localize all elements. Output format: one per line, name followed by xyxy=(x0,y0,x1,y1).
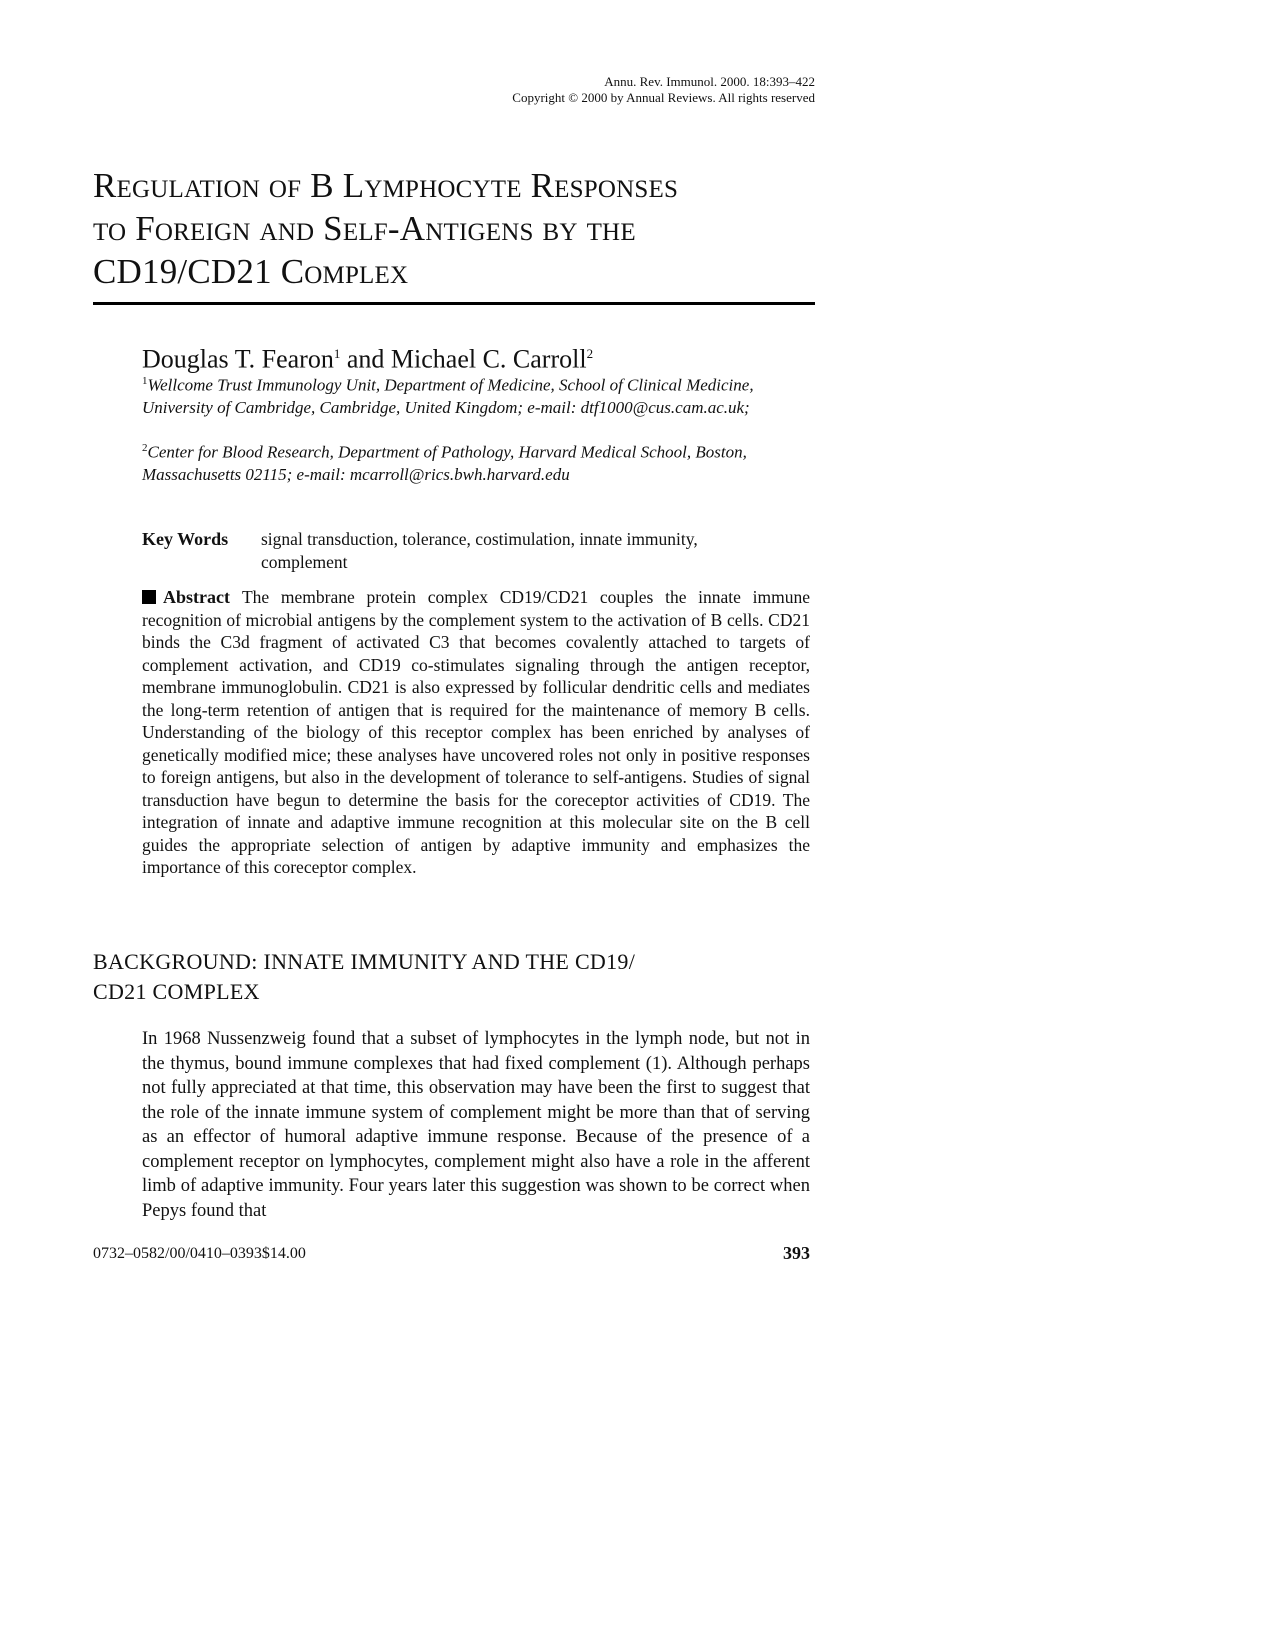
section-heading-line-1: BACKGROUND: INNATE IMMUNITY AND THE CD19/ xyxy=(93,949,636,974)
title-rule xyxy=(93,302,815,305)
author-2-name: Michael C. Carroll xyxy=(390,344,587,374)
journal-citation: Annu. Rev. Immunol. 2000. 18:393–422 xyxy=(604,74,815,89)
author-1-affiliation-mark: 1 xyxy=(333,346,341,361)
author-2-affiliation-mark: 2 xyxy=(586,346,594,361)
title-line-2: to Foreign and Self-Antigens by the xyxy=(93,209,636,248)
body-paragraph: In 1968 Nussenzweig found that a subset of lymphocytes in the lymph node, but not in the thymus, bound immune complexes that had fixed complement (1). Although perhaps not fully appreciated at that time, this observation may have been the first to suggest that the role of the innate immune system of complement might be more than that of serving as an effector of humoral adaptive immune response. Because of the presence of a complement receptor on lymphocytes, complement might also have a role in the afferent limb of adaptive immunity. Four years later this suggestion was shown to be correct when Pepys found that xyxy=(142,1029,810,1221)
affiliation-1-mark: 1 xyxy=(142,375,148,387)
title-line-1: Regulation of B Lymphocyte Responses xyxy=(93,166,679,205)
title-line-3: CD19/CD21 Complex xyxy=(93,252,409,291)
article-title xyxy=(93,164,818,293)
square-bullet-icon xyxy=(142,590,156,604)
section-heading-line-2: CD21 COMPLEX xyxy=(93,979,260,1004)
author-1-name: Douglas T. Fearon xyxy=(142,344,334,374)
affiliation-2 xyxy=(142,437,817,487)
abstract-block xyxy=(142,586,810,879)
copyright-notice: Copyright © 2000 by Annual Reviews. All rights reserved xyxy=(512,90,815,105)
author-conjunction: and xyxy=(340,344,391,374)
affiliation-2-text: Center for Blood Research, Department of Pathology, Harvard Medical School, Boston, Massachusetts 02115; e-mail: mcarroll@rics.bwh.harvard.edu xyxy=(142,442,747,485)
page-number: 393 xyxy=(783,1243,810,1263)
abstract-text: The membrane protein complex CD19/CD21 couples the innate immune recognition of microbial antigens by the complement system to the activation of B cells. CD21 binds the C3d fragment of activated C3 that becomes covalently attached to targets of complement activation, and CD19 co-stimulates signaling through the antigen receptor, membrane immunoglobulin. CD21 is also expressed by follicular dendritic cells and mediates the long-term retention of antigen that is required for the maintenance of memory B cells. Understanding of the biology of this receptor complex has been enriched by analyses of genetically modified mice; these analyses have uncovered roles not only in positive responses to foreign antigens, but also in the development of tolerance to self-antigens. Studies of signal transduction have begun to determine the basis for the coreceptor activities of CD19. The integration of innate and adaptive immune recognition at this molecular site on the B cell guides the appropriate selection of antigen by adaptive immunity and emphasizes the importance of this coreceptor complex. xyxy=(142,587,810,877)
keywords-label: Key Words xyxy=(142,529,229,549)
keywords-text: signal transduction, tolerance, costimulation, innate immunity, complement xyxy=(261,529,698,572)
affiliation-2-mark: 2 xyxy=(142,442,148,454)
footer-code: 0732–0582/00/0410–0393$14.00 xyxy=(93,1245,306,1262)
affiliation-1-text: Wellcome Trust Immunology Unit, Department of Medicine, School of Clinical Medicine, University of Cambridge, Cambridge, United Kingdom; e-mail: dtf1000@cus.cam.ac.uk; xyxy=(142,375,754,418)
running-head xyxy=(512,74,815,106)
affiliation-1 xyxy=(142,370,817,420)
abstract-label: Abstract xyxy=(163,587,230,607)
section-heading xyxy=(93,947,713,1007)
keywords-block xyxy=(142,528,817,573)
